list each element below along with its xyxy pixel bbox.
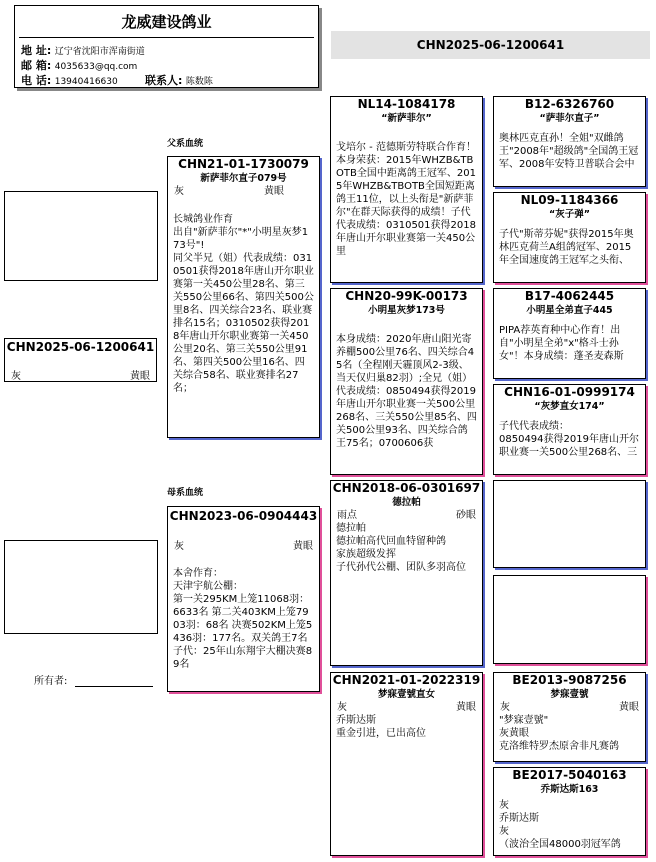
sire-name: 新萨菲尔直子079号 xyxy=(200,173,287,184)
owner-line xyxy=(34,672,153,687)
dam-sire-dam-card xyxy=(493,575,646,664)
sire-ring: CHN21-01-1730079 xyxy=(178,157,309,171)
dam-sire-sire-card xyxy=(493,480,646,568)
photo-placeholder-top xyxy=(4,191,158,281)
dam-sire-color: 雨点 xyxy=(337,510,357,521)
contact-value: 陈数陈 xyxy=(185,77,213,87)
sire-traits xyxy=(168,185,319,198)
sire-dam-sire-card xyxy=(493,288,646,379)
sire-dam-dam-card xyxy=(493,384,646,475)
sire-dam-sire-description: PIPA荐英育种中心作育！出自"小明星全弟"x"格斗士孙女"！本身成绩：蓬圣麦森斯 xyxy=(499,325,624,362)
dam-dam-dam-card xyxy=(493,767,646,856)
dam-description: 本舍作育： 天津宇航公棚： 第一关295KM上笼11068羽：6633名 第二关403KM上笼7903羽：68名 决赛502KM上笼5436羽：177名。双关鸽王7名 子代：25年山东翔宇大棚决赛89名 xyxy=(173,568,313,670)
sire-line-label: 父系血统 xyxy=(167,139,204,149)
dam-dam-dam-ring: BE2017-5040163 xyxy=(512,768,627,782)
sire-dam-dam-name: “灰梦直女174” xyxy=(534,401,605,412)
dam-dam-eye: 黄眼 xyxy=(456,702,476,713)
dam-sire-traits xyxy=(331,509,482,522)
sire-sire-description: 戈培尔 - 范德斯劳特联合作育！本身荣获：2015年WHZB&TBOTB全国中距离鸽王冠军、2015年WHZB&TBOTB全国短距离鸽王11位，以上头衔是"新萨菲尔"在群天际获得的成绩！子代代表成绩：0310501获得2018年唐山开尔职业赛第一关450公里 xyxy=(336,142,476,257)
dam-dam-sire-color: 灰 xyxy=(500,702,510,713)
sire-sire-name: “新萨菲尔” xyxy=(381,113,432,124)
address-value: 辽宁省沈阳市浑南街道 xyxy=(54,47,145,57)
sire-eye: 黄眼 xyxy=(264,186,284,197)
dam-sire-name: 德拉帕 xyxy=(392,497,421,508)
sire-sire-dam-description: 子代"斯蒂芬妮"获得2015年奥林匹克荷兰A组鸽冠军、2015年全国速度鸽王冠军之头衔、 xyxy=(499,229,634,266)
header-divider xyxy=(19,37,314,38)
photo-placeholder-bottom xyxy=(4,540,158,634)
dam-dam-color: 灰 xyxy=(337,702,347,713)
sire-sire-card xyxy=(330,96,483,283)
phone-value: 13940416630 xyxy=(54,77,118,87)
dam-color: 灰 xyxy=(174,541,184,552)
owner-label: 所有者: xyxy=(34,676,68,687)
sire-sire-sire-description: 奥林匹克直孙！全姐"双雌鸽王"2008年"超级鸽"全国鸽王冠军、2008年安特卫普联合会中 xyxy=(499,133,639,170)
dam-dam-sire-eye: 黄眼 xyxy=(619,702,639,713)
dam-dam-sire-ring: BE2013-9087256 xyxy=(512,673,627,687)
dam-dam-sire-name: 梦寐壹號 xyxy=(550,689,589,700)
dam-dam-card xyxy=(330,672,483,856)
sire-description: 长城鸽业作育 出自"新萨菲尔"*"小明星灰梦173号"! 同父半兄（姐）代表成绩：0310501获得2018年唐山开尔职业赛第一关450公里28名、第三关550公里66名、第四关500公里8名、四关综合23名、联业赛排名15名；0310502获得2018年唐山开尔职业赛第一关450公里20名、第三关550公里91名、第四关500公里16名、四关综合58名、联业赛排名27名； xyxy=(173,214,314,394)
dam-card xyxy=(167,506,320,692)
address-line xyxy=(21,42,145,58)
sire-dam-sire-ring: B17-4062445 xyxy=(524,289,615,303)
email-label: 邮 箱: xyxy=(21,59,52,72)
phone-label: 电 话: xyxy=(21,74,52,87)
sire-dam-sire-name: 小明星全弟直子445 xyxy=(526,305,613,316)
dam-dam-dam-name: 乔斯达斯163 xyxy=(540,784,599,795)
email-line xyxy=(21,57,137,73)
phone-line xyxy=(21,72,118,88)
sire-dam-ring: CHN20-99K-00173 xyxy=(345,289,468,303)
subject-ring: CHN2025-06-1200641 xyxy=(6,340,155,354)
sire-dam-name: 小明星灰梦173号 xyxy=(368,305,445,316)
dam-traits xyxy=(168,540,319,553)
address-label: 地 址: xyxy=(21,44,52,57)
subject-color: 灰 xyxy=(11,371,21,382)
sire-sire-sire-name: “萨菲尔直子” xyxy=(539,113,600,124)
contact-label: 联系人: xyxy=(145,74,183,87)
dam-dam-sire-description: "梦寐壹號" 灰黄眼 克洛维特罗杰原舍非凡赛鸽 xyxy=(499,715,619,752)
owner-signature-field xyxy=(75,686,153,687)
dam-dam-sire-card xyxy=(493,672,646,762)
dam-ring: CHN2023-06-0904443 xyxy=(169,509,318,523)
loft-name: 龙威建设鸽业 xyxy=(121,13,212,31)
dam-sire-card xyxy=(330,480,483,666)
subject-ring-banner: CHN2025-06-1200641 xyxy=(331,31,650,59)
sire-sire-dam-card xyxy=(493,192,646,283)
dam-dam-traits xyxy=(331,701,482,714)
dam-dam-ring: CHN2021-01-2022319 xyxy=(332,673,481,687)
subject-traits xyxy=(5,370,156,382)
sire-sire-ring: NL14-1084178 xyxy=(357,97,456,111)
dam-line-label: 母系血统 xyxy=(167,488,204,498)
sire-sire-sire-card xyxy=(493,96,646,187)
sire-sire-sire-ring: B12-6326760 xyxy=(524,97,615,111)
sire-color: 灰 xyxy=(174,186,184,197)
sire-dam-card xyxy=(330,288,483,475)
dam-sire-description: 德拉帕 德拉帕高代回血特留种鸽 家族超级发挥 子代孙代公棚、团队多羽高位 xyxy=(336,523,466,573)
loft-header-card xyxy=(14,5,319,88)
dam-dam-dam-description: 灰 乔斯达斯 灰 （波治全国48000羽冠军鸽 xyxy=(499,800,621,850)
dam-dam-name: 梦寐壹號直女 xyxy=(377,689,435,700)
sire-sire-dam-ring: NL09-1184366 xyxy=(520,193,619,207)
sire-card xyxy=(167,156,320,438)
dam-sire-eye: 砂眼 xyxy=(456,510,476,521)
subject-eye: 黄眼 xyxy=(130,371,150,382)
sire-sire-dam-name: “灰子弹” xyxy=(549,209,590,220)
sire-dam-dam-description: 子代代表成绩： 0850494获得2019年唐山开尔职业赛一关500公里268名、三 xyxy=(499,421,639,458)
contact-line xyxy=(145,72,213,88)
sire-dam-dam-ring: CHN16-01-0999174 xyxy=(504,385,635,399)
dam-dam-description: 乔斯达斯 重金引进，已出高位 xyxy=(336,715,426,739)
dam-sire-ring: CHN2018-06-0301697 xyxy=(332,481,481,495)
dam-eye: 黄眼 xyxy=(293,541,313,552)
dam-dam-sire-traits xyxy=(494,701,645,714)
email-value: 4035633@qq.com xyxy=(54,62,138,72)
subject-card xyxy=(4,338,157,382)
sire-dam-description: 本身成绩：2020年唐山阳光寄养棚500公里76名、四关综合45名（全程刚天霾顶风2-3级、当天仅归巢82羽）;全兄（姐）代表成绩：0850494获得2019年唐山开尔职业赛一关500公里268名、三关550公里85名、四关500公里93名、四关综合鸽王75名；0700606获 xyxy=(336,334,477,449)
